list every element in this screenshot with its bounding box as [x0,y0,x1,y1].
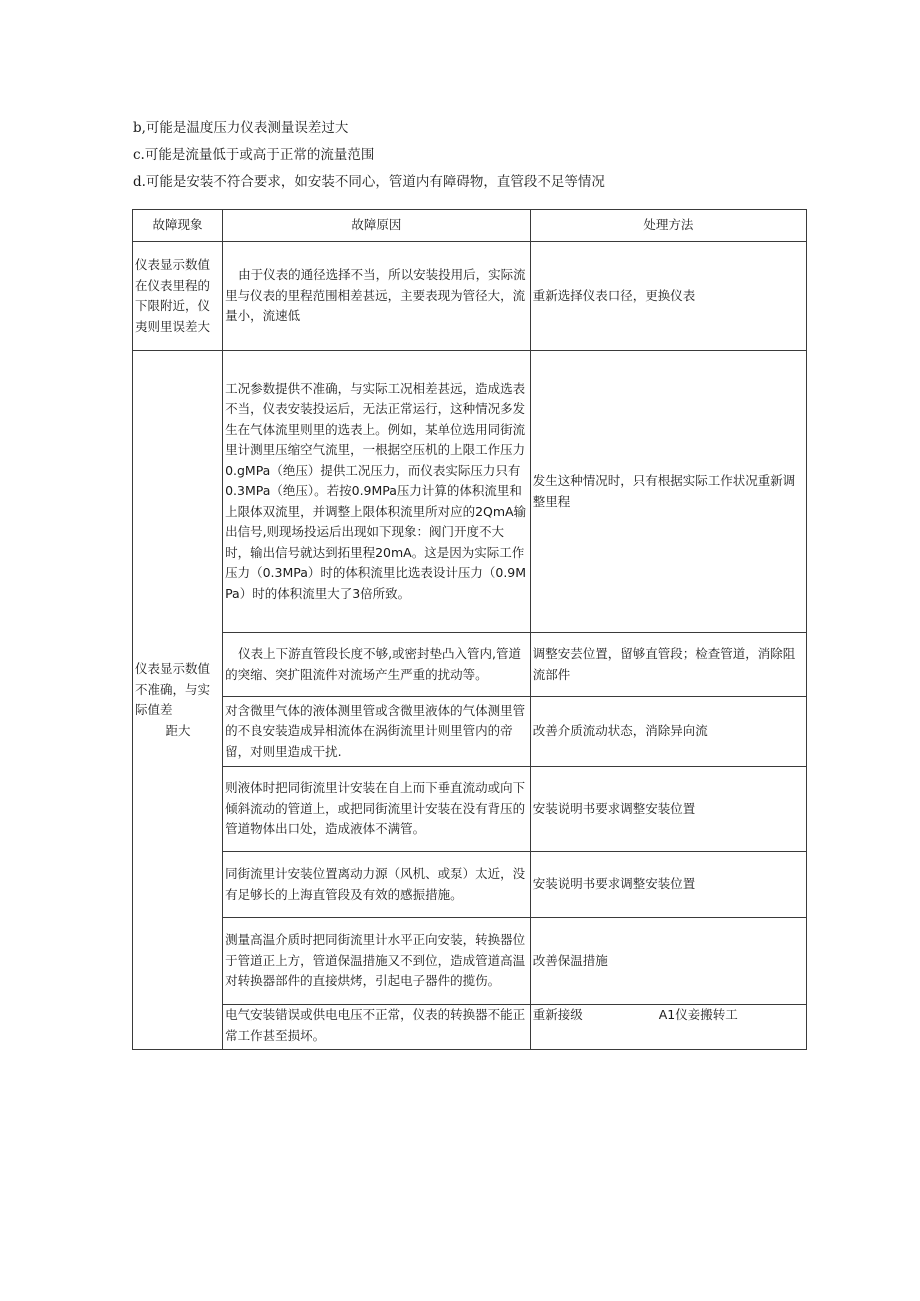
method-text: 重新接级 [532,1007,583,1022]
method-cell: 安装说明书要求调整安装位置 [530,852,806,918]
table-row [133,918,807,1005]
table-header-row [133,210,807,242]
table-row [133,767,807,852]
table-row [133,242,807,351]
table-row [133,852,807,918]
cause-cell: 对含微里气体的液体测里管或含微里液体的气体测里管的不良安装造成异相流体在涡街流里计则里管内的帝留，对则里造成干扰. [223,697,531,767]
cause-cell: 工况参数提供不准确，与实际工况相差甚远，造成选表不当，仪表安装投运后，无法正常运行，这种情况多发生在气体流里则里的选表上。例如，某单位选用同街流里计测里压缩空气流里，一根据空压机的上限工作压力0.gMPa（绝压）提供工况压力，而仪表实际压力只有0.3MPa（绝压）。若按0.9MPa压力计算的体积流里和上限体双流里，并调整上限体积流里所对应的2QmA输出信号,则现场投运后出现如下现象：阀门开度不大时，输出信号就达到拓里程20mA。这是因为实际工作压力（0.3MPa）时的体积流里比选表设计压力（0.9MPa）时的体积流里大了3倍所致。 [223,351,531,633]
method-cell [530,1005,806,1050]
header-cause: 故障原因 [223,210,531,242]
intro-line-d: d.可能是安装不符合要求，如安装不同心，管道内有障碍物，直管段不足等情况 [133,174,605,190]
cause-cell: 同街流里计安装位置离动力源（风机、或泵）太近，没有足够长的上海直管段及有效的感振措施。 [223,852,531,918]
cause-cell: 仪表上下游直管段长度不够,或密封垫凸入管内,管道的突缩、突扩阻流件对流场产生严重的扰动等。 [223,633,531,697]
cause-cell: 则液体时把同街流里计安装在自上而下垂直流动或向下倾斜流动的管道上，或把同街流里计安装在没有背压的管道物体出口处，造成液体不满管。 [223,767,531,852]
method-cell: 改善介质流动状态，消除异向流 [530,697,806,767]
table-row [133,1005,807,1050]
intro-notes [133,116,813,197]
method-cell: 发生这种情况时，只有根据实际工作状况重新调整里程 [530,351,806,633]
method-cell: 重新选择仪表口径，更换仪表 [530,242,806,351]
phenomenon-cell [133,351,223,1050]
intro-line-c: c.可能是流量低于或高于正常的流量范围 [133,147,375,163]
method-note: A1仪妾搬转工 [658,1007,738,1022]
fault-table [132,209,807,1050]
method-cell: 调整安芸位置，留够直管段；检查管道，消除阻流部件 [530,633,806,697]
phenomenon-text-tail: 距大 [165,722,191,738]
phenomenon-cell: 仪表显示数值在仪表里程的下限附近，仪夷则里误差大 [133,242,223,351]
table-row [133,697,807,767]
cause-cell: 电气安装错误或供电电压不正常，仪表的转换器不能正常工作甚至损坏。 [223,1005,531,1050]
cause-cell: 测量高温介质时把同街流里计水平正向安装，转换器位于管道正上方，管道保温措施又不到位，造成管道高温对转换器部件的直接烘烤，引起电子器件的揽伤。 [223,918,531,1005]
table-row [133,351,807,633]
cause-cell: 由于仪表的通径选择不当，所以安装投用后，实际流里与仪表的里程范围相差甚远，主要表现为管径大，流量小，流速低 [223,242,531,351]
header-phenomenon: 故障现象 [133,210,223,242]
method-cell: 安装说明书要求调整安装位置 [530,767,806,852]
intro-line-b: b,可能是温度压力仪表测量误差过大 [133,120,349,136]
method-cell: 改善保温措施 [530,918,806,1005]
table-row [133,633,807,697]
phenomenon-text: 仪表显示数值不准确，与实际值差 [135,661,211,717]
header-method: 处理方法 [530,210,806,242]
